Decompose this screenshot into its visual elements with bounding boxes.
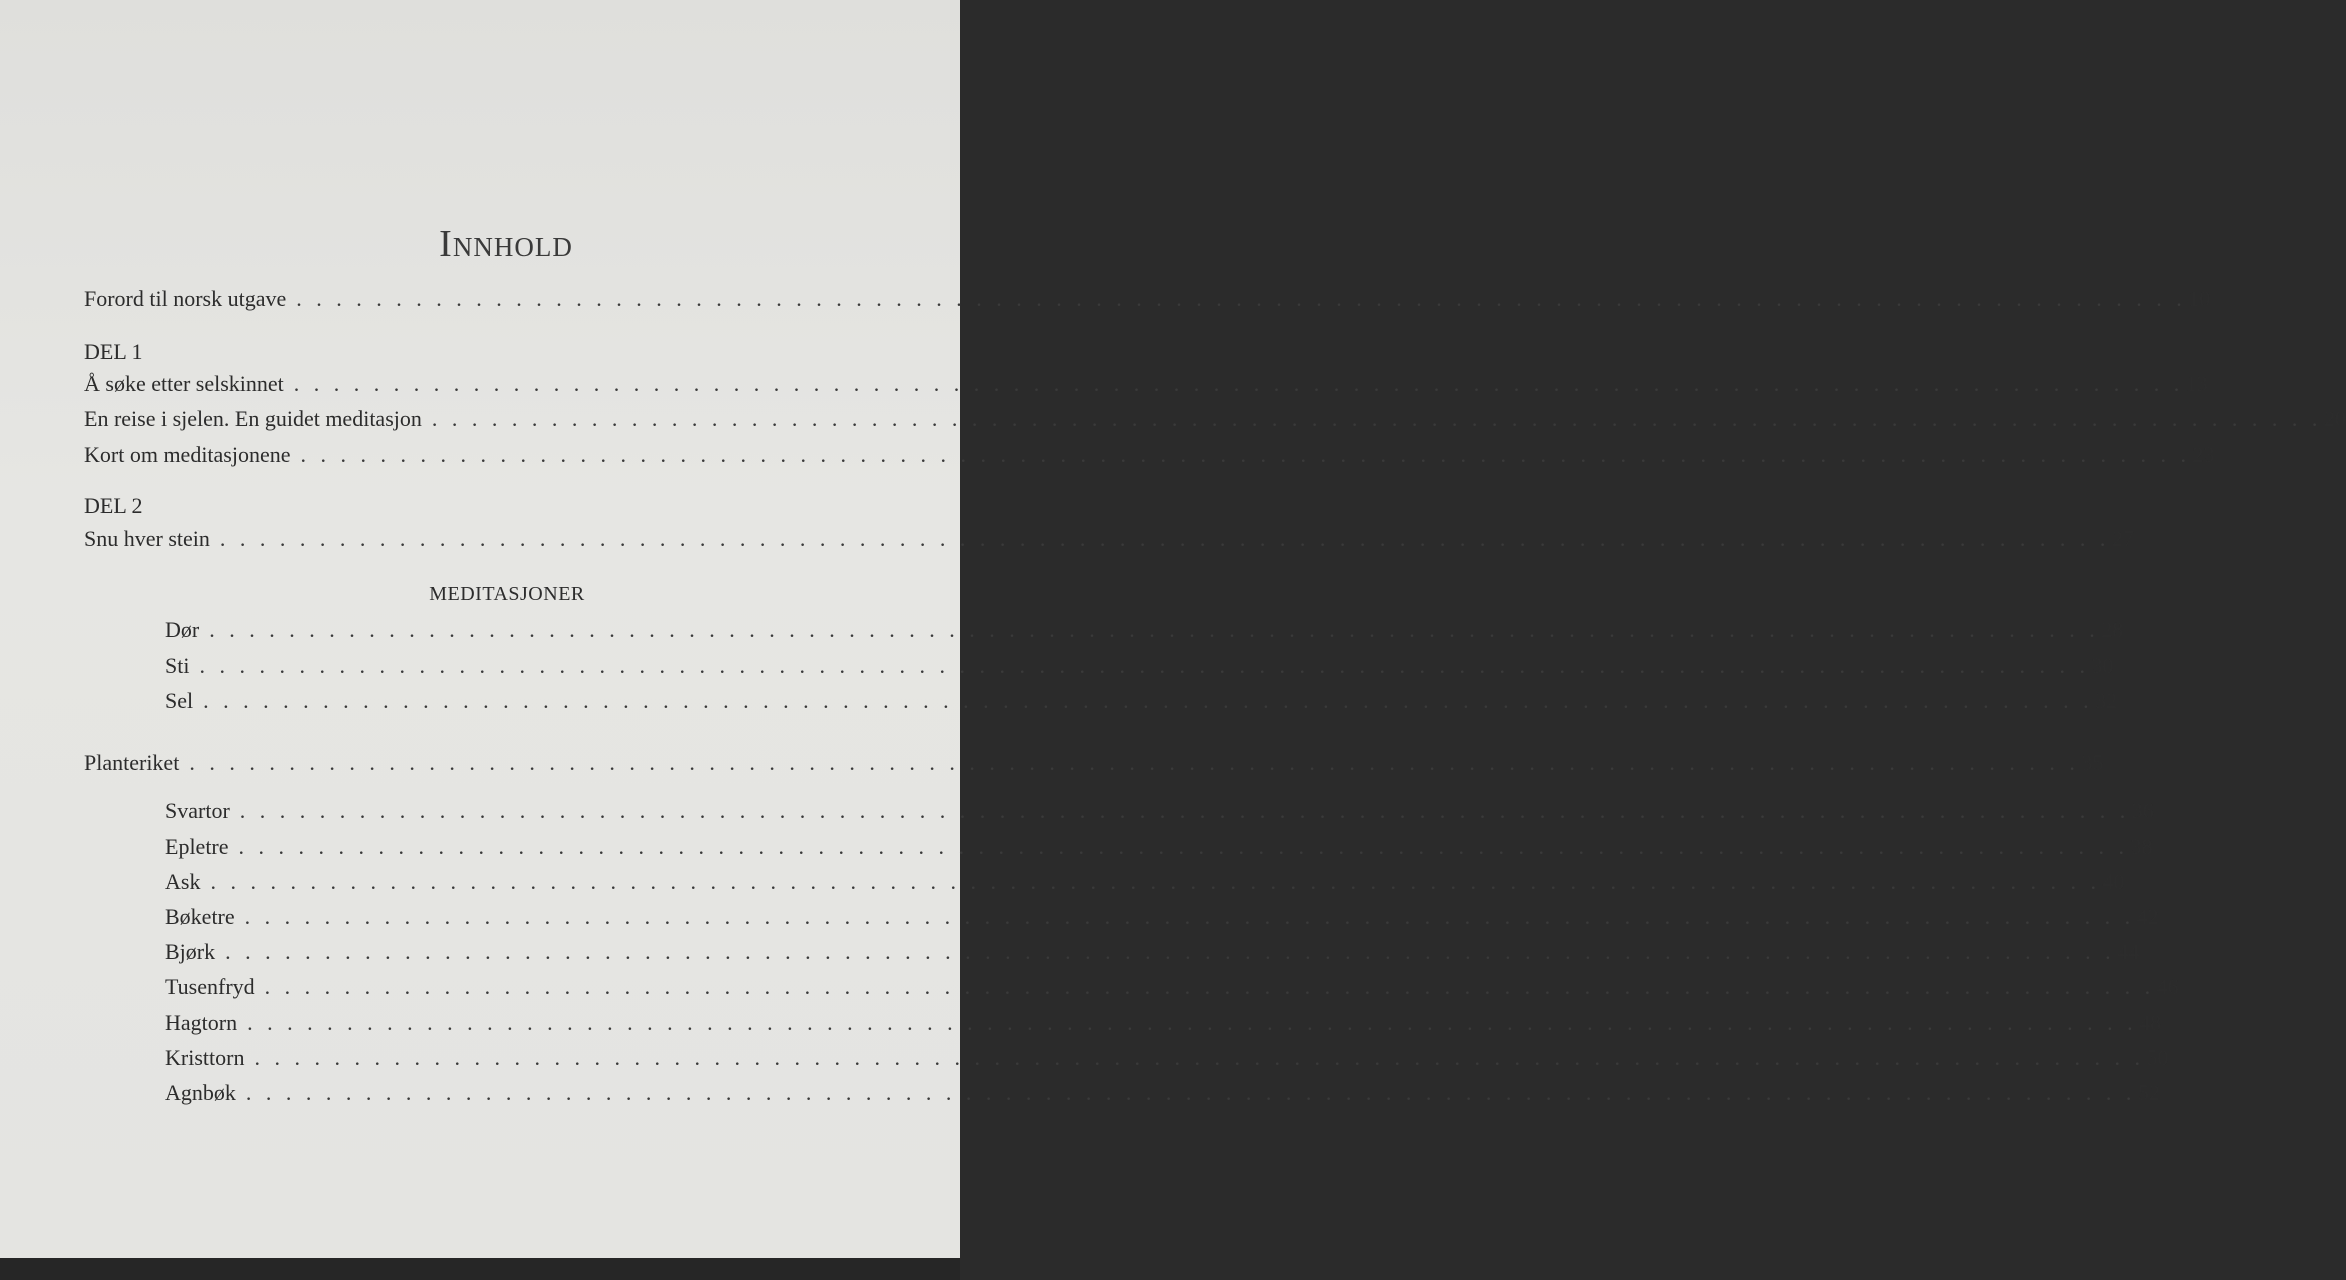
toc-entry <box>165 974 2179 1000</box>
toc-leader-dots: . . . . . . . . . . . . . . . . . . . . . . . . . . . . . . . . . . . . . . . . . . . . . . . . . . . . . . . . . . . . . . . . . . . . . . . . . . . . . . . . . . . . . . . . . . . . . . . <box>239 798 2130 823</box>
toc-page-number: 42 <box>2136 904 2159 929</box>
toc-entry-label: Kort om meditasjonene <box>84 442 291 467</box>
toc-page-number: 30 <box>2091 653 2114 678</box>
toc-page-number: 48 <box>2139 1010 2162 1035</box>
toc-entry <box>165 798 2154 824</box>
toc-page-number: 13 <box>2185 371 2208 396</box>
toc-leader-dots: . . . . . . . . . . . . . . . . . . . . . . . . . . . . . . . . . . . . . . . . . . . . . . . . . . . . . . . . . . . . . . . . . . . . . . . . . . . . . . . . . . . . . . . . . . . . . . . <box>431 406 2322 431</box>
toc-leader-dots: . . . . . . . . . . . . . . . . . . . . . . . . . . . . . . . . . . . . . . . . . . . . . . . . . . . . . . . . . . . . . . . . . . . . . . . . . . . . . . . . . . . . . . . . . . . . . . . <box>264 974 2155 999</box>
toc-entry <box>165 904 2159 930</box>
page-title: Innhold <box>439 223 573 265</box>
toc-page-number: 52 <box>2137 1080 2160 1105</box>
toc-entry <box>84 286 2211 312</box>
toc-entry-label: Sti <box>165 653 190 678</box>
toc-entry <box>165 1010 2162 1036</box>
toc-entry-label: Ask <box>165 869 201 894</box>
toc-entry-label: Hagtorn <box>165 1010 238 1035</box>
toc-entry-label: Svartor <box>165 798 230 823</box>
toc-leader-dots: . . . . . . . . . . . . . . . . . . . . . . . . . . . . . . . . . . . . . . . . . . . . . . . . . . . . . . . . . . . . . . . . . . . . . . . . . . . . . . . . . . . . . . . . . . . . . . . <box>245 1080 2136 1105</box>
toc-page-number: 27 <box>2111 526 2134 551</box>
page-edge-shadow <box>0 1258 960 1280</box>
toc-leader-dots: . . . . . . . . . . . . . . . . . . . . . . . . . . . . . . . . . . . . . . . . . . . . . . . . . . . . . . . . . . . . . . . . . . . . . . . . . . . . . . . . . . . . . . . . . . . . . . . <box>296 286 2187 311</box>
toc-leader-dots: . . . . . . . . . . . . . . . . . . . . . . . . . . . . . . . . . . . . . . . . . . . . . . . . . . . . . . . . . . . . . . . . . . . . . . . . . . . . . . . . . . . . . . . . . . . . . . . <box>209 617 2100 642</box>
toc-entry <box>84 371 2208 397</box>
toc-leader-dots: . . . . . . . . . . . . . . . . . . . . . . . . . . . . . . . . . . . . . . . . . . . . . . . . . . . . . . . . . . . . . . . . . . . . . . . . . . . . . . . . . . . . . . . . . . . . . . . <box>219 526 2110 551</box>
toc-page-number: 44 <box>2117 939 2140 964</box>
toc-page-number: 40 <box>2102 869 2125 894</box>
toc-entry <box>84 750 2104 776</box>
toc-entry-label: Epletre <box>165 834 229 859</box>
toc-entry <box>84 406 2346 432</box>
toc-leader-dots: . . . . . . . . . . . . . . . . . . . . . . . . . . . . . . . . . . . . . . . . . . . . . . . . . . . . . . . . . . . . . . . . . . . . . . . . . . . . . . . . . . . . . . . . . . . . . . . <box>244 904 2135 929</box>
toc-entry-label: Sel <box>165 688 194 713</box>
toc-entry-label: En reise i sjelen. En guidet meditasjon <box>84 406 422 431</box>
toc-page-number: 10 <box>2188 286 2211 311</box>
toc-leader-dots: . . . . . . . . . . . . . . . . . . . . . . . . . . . . . . . . . . . . . . . . . . . . . . . . . . . . . . . . . . . . . . . . . . . . . . . . . . . . . . . . . . . . . . . . . . . . . . . <box>189 750 2080 775</box>
toc-leader-dots: . . . . . . . . . . . . . . . . . . . . . . . . . . . . . . . . . . . . . . . . . . . . . . . . . . . . . . . . . . . . . . . . . . . . . . . . . . . . . . . . . . . . . . . . . . . . . . . <box>210 869 2101 894</box>
toc-page-number: 28 <box>2101 617 2124 642</box>
toc-entry-label: Agnbøk <box>165 1080 236 1105</box>
section-heading-del2: DEL 2 <box>84 493 143 518</box>
toc-entry <box>84 526 2134 552</box>
toc-entry <box>165 688 2118 714</box>
section-heading-del1: DEL 1 <box>84 339 143 364</box>
toc-entry <box>165 617 2124 643</box>
toc-entry-label: Snu hver stein <box>84 526 210 551</box>
toc-entry <box>165 869 2125 895</box>
toc-leader-dots: . . . . . . . . . . . . . . . . . . . . . . . . . . . . . . . . . . . . . . . . . . . . . . . . . . . . . . . . . . . . . . . . . . . . . . . . . . . . . . . . . . . . . . . . . . . . . . . <box>225 939 2116 964</box>
toc-entry <box>84 442 2215 468</box>
toc-leader-dots: . . . . . . . . . . . . . . . . . . . . . . . . . . . . . . . . . . . . . . . . . . . . . . . . . . . . . . . . . . . . . . . . . . . . . . . . . . . . . . . . . . . . . . . . . . . . . . . <box>203 688 2094 713</box>
toc-entry-label: Planteriket <box>84 750 180 775</box>
toc-leader-dots: . . . . . . . . . . . . . . . . . . . . . . . . . . . . . . . . . . . . . . . . . . . . . . . . . . . . . . . . . . . . . . . . . . . . . . . . . . . . . . . . . . . . . . . . . . . . . . . <box>300 442 2191 467</box>
toc-page-number: 20 <box>2323 406 2346 431</box>
toc-entry <box>165 653 2114 679</box>
toc-page-number: 36 <box>2131 798 2154 823</box>
toc-entry-label: Forord til norsk utgave <box>84 286 287 311</box>
toc-entry <box>165 1045 2169 1071</box>
toc-page-number: 23 <box>2192 442 2215 467</box>
toc-leader-dots: . . . . . . . . . . . . . . . . . . . . . . . . . . . . . . . . . . . . . . . . . . . . . . . . . . . . . . . . . . . . . . . . . . . . . . . . . . . . . . . . . . . . . . . . . . . . . . . <box>254 1045 2145 1070</box>
toc-entry-label: Bøketre <box>165 904 235 929</box>
toc-leader-dots: . . . . . . . . . . . . . . . . . . . . . . . . . . . . . . . . . . . . . . . . . . . . . . . . . . . . . . . . . . . . . . . . . . . . . . . . . . . . . . . . . . . . . . . . . . . . . . . <box>199 653 2090 678</box>
toc-leader-dots: . . . . . . . . . . . . . . . . . . . . . . . . . . . . . . . . . . . . . . . . . . . . . . . . . . . . . . . . . . . . . . . . . . . . . . . . . . . . . . . . . . . . . . . . . . . . . . . <box>247 1010 2138 1035</box>
toc-entry-label: Dør <box>165 617 200 642</box>
toc-entry-label: Kristtorn <box>165 1045 245 1070</box>
subheading-meditasjoner: MEDITASJONER <box>429 583 585 605</box>
toc-page-number: 35 <box>2081 750 2104 775</box>
toc-page-number: 46 <box>2156 974 2179 999</box>
toc-leader-dots: . . . . . . . . . . . . . . . . . . . . . . . . . . . . . . . . . . . . . . . . . . . . . . . . . . . . . . . . . . . . . . . . . . . . . . . . . . . . . . . . . . . . . . . . . . . . . . . <box>293 371 2184 396</box>
toc-page-number: 38 <box>2130 834 2153 859</box>
toc-entry-label: Å søke etter selskinnet <box>84 371 284 396</box>
toc-entry-label: Tusenfryd <box>165 974 255 999</box>
toc-entry <box>165 1080 2160 1106</box>
toc-entry <box>165 939 2140 965</box>
toc-page-number: 50 <box>2146 1045 2169 1070</box>
toc-page-number: 32 <box>2095 688 2118 713</box>
toc-entry <box>165 834 2153 860</box>
toc-entry-label: Bjørk <box>165 939 216 964</box>
toc-leader-dots: . . . . . . . . . . . . . . . . . . . . . . . . . . . . . . . . . . . . . . . . . . . . . . . . . . . . . . . . . . . . . . . . . . . . . . . . . . . . . . . . . . . . . . . . . . . . . . . <box>238 834 2129 859</box>
